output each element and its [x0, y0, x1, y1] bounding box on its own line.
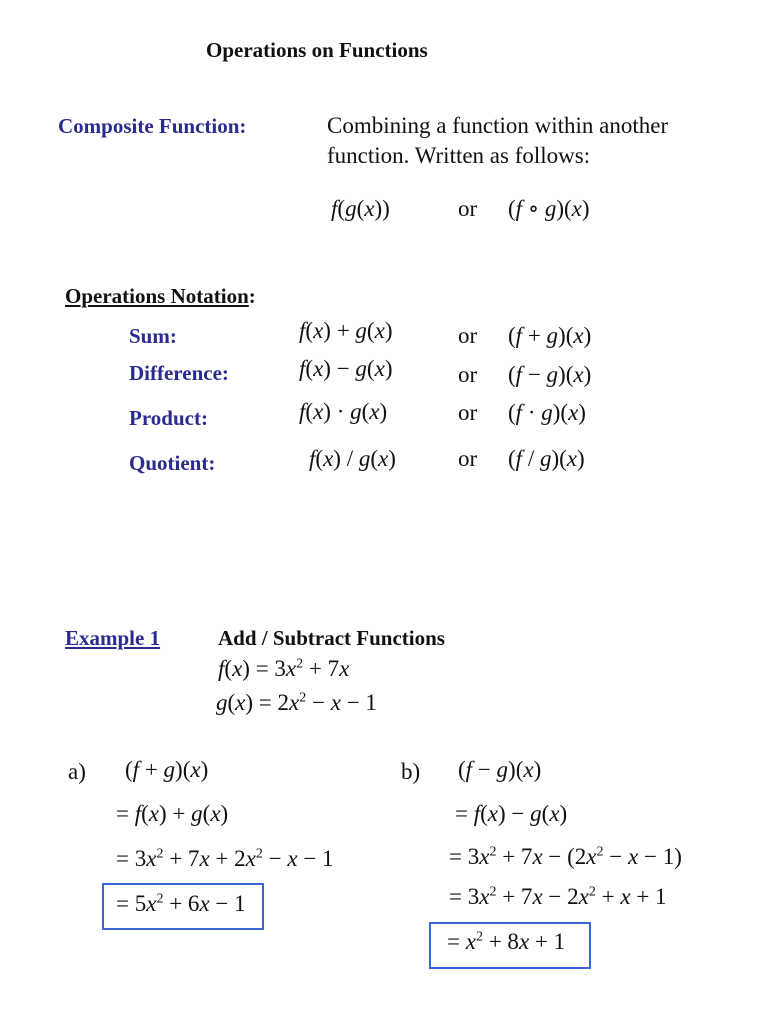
- notation-label-sum: Sum:: [129, 324, 177, 348]
- notation-heading: [65, 284, 256, 309]
- notation-quotient-or: or: [458, 446, 478, 471]
- part-b-step1: = f(x) − g(x): [455, 801, 568, 826]
- example-label: Example 1: [65, 626, 161, 650]
- part-b-label: b): [401, 759, 421, 784]
- part-b-expression: (f − g)(x): [458, 757, 542, 782]
- composite-or: or: [458, 196, 478, 221]
- part-a-step2: = $3x^2 + 7x + 2x^2 - x - 1$: [116, 846, 334, 871]
- page-title: Operations on Functions: [206, 38, 428, 62]
- example-g-definition: $g(x) = 2x^2 - x - 1$: [216, 690, 377, 715]
- example-heading: Add / Subtract Functions: [218, 626, 445, 650]
- composite-notation-nested: f(g(x)): [331, 196, 390, 221]
- part-a-step1: = f(x) + g(x): [116, 801, 229, 826]
- notation-quotient-expr: f(x) / g(x): [309, 446, 396, 471]
- notation-label-difference: Difference:: [129, 361, 229, 385]
- notation-difference-or: or: [458, 362, 478, 387]
- part-b-step2: = $3x^2 + 7x - (2x^2 - x - 1)$: [449, 844, 682, 869]
- notation-sum-expr: f(x) + g(x): [299, 318, 393, 343]
- composite-notation-circle: (f ∘ g)(x): [508, 196, 590, 221]
- composite-desc-line1: Combining a function within another: [327, 113, 669, 138]
- notation-heading-text: Operations Notation: [65, 284, 249, 308]
- part-a-answer: = $5x^2 + 6x - 1$: [116, 891, 246, 916]
- notation-label-product: Product:: [129, 406, 208, 430]
- notation-product-compact: (f · g)(x): [508, 400, 586, 425]
- notation-difference-compact: (f − g)(x): [508, 362, 592, 387]
- example-f-definition: $f(x) = 3x^2 + 7x$: [218, 656, 350, 681]
- notation-sum-compact: (f + g)(x): [508, 323, 592, 348]
- notation-product-or: or: [458, 400, 478, 425]
- notation-label-quotient: Quotient:: [129, 451, 216, 475]
- notation-quotient-compact: (f / g)(x): [508, 446, 585, 471]
- notation-product-expr: f(x) · g(x): [299, 399, 388, 424]
- composite-desc-line2: function. Written as follows:: [327, 143, 591, 168]
- part-a-label: a): [68, 759, 86, 784]
- notation-heading-colon: :: [248, 284, 256, 308]
- notation-difference-expr: f(x) − g(x): [299, 356, 393, 381]
- notation-sum-or: or: [458, 323, 478, 348]
- part-a-expression: (f + g)(x): [125, 757, 209, 782]
- part-b-answer: = $x^2 + 8x + 1$: [447, 929, 566, 954]
- composite-label: Composite Function:: [58, 114, 247, 138]
- part-b-step3: = $3x^2 + 7x - 2x^2 + x + 1$: [449, 884, 667, 909]
